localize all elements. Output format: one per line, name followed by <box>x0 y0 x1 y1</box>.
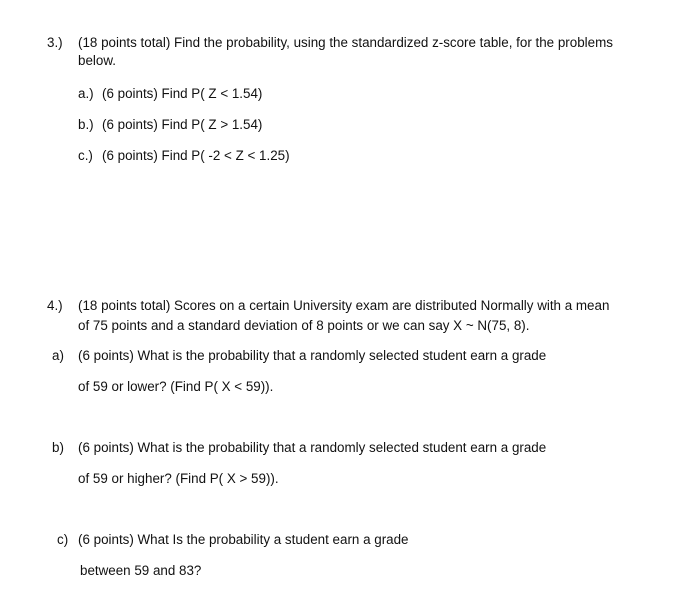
question-3c-text: (6 points) Find P( -2 < Z < 1.25) <box>102 148 290 163</box>
question-3c-label: c.) <box>78 148 93 163</box>
question-4-number: 4.) <box>47 298 63 313</box>
question-4b-text: (6 points) What is the probability that a randomly selected student earn a grade <box>78 440 547 455</box>
question-4a-text: (6 points) What is the probability that a randomly selected student earn a grade <box>78 348 547 363</box>
question-3a-label: a.) <box>78 86 94 101</box>
question-4a-label: a) <box>52 348 64 363</box>
question-3-stem-continued: below. <box>78 53 116 68</box>
question-3a-text: (6 points) Find P( Z < 1.54) <box>102 86 263 101</box>
question-4-stem-continued: of 75 points and a standard deviation of 8 points or we can say X ~ N(75, 8). <box>78 318 530 333</box>
question-4c-label: c) <box>57 532 69 547</box>
question-4-stem: (18 points total) Scores on a certain University exam are distributed Normally with a mean <box>78 298 610 313</box>
question-3-stem: (18 points total) Find the probability, using the standardized z-score table, for the problems <box>78 35 613 50</box>
question-4c-text-continued: between 59 and 83? <box>80 563 202 578</box>
question-3-number: 3.) <box>47 35 63 50</box>
question-4b-text-continued: of 59 or higher? (Find P( X > 59)). <box>78 471 279 486</box>
question-4c-text: (6 points) What Is the probability a student earn a grade <box>78 532 409 547</box>
question-4a-text-continued: of 59 or lower? (Find P( X < 59)). <box>78 379 274 394</box>
question-4b-label: b) <box>52 440 64 455</box>
question-3b-label: b.) <box>78 117 94 132</box>
question-3b-text: (6 points) Find P( Z > 1.54) <box>102 117 263 132</box>
